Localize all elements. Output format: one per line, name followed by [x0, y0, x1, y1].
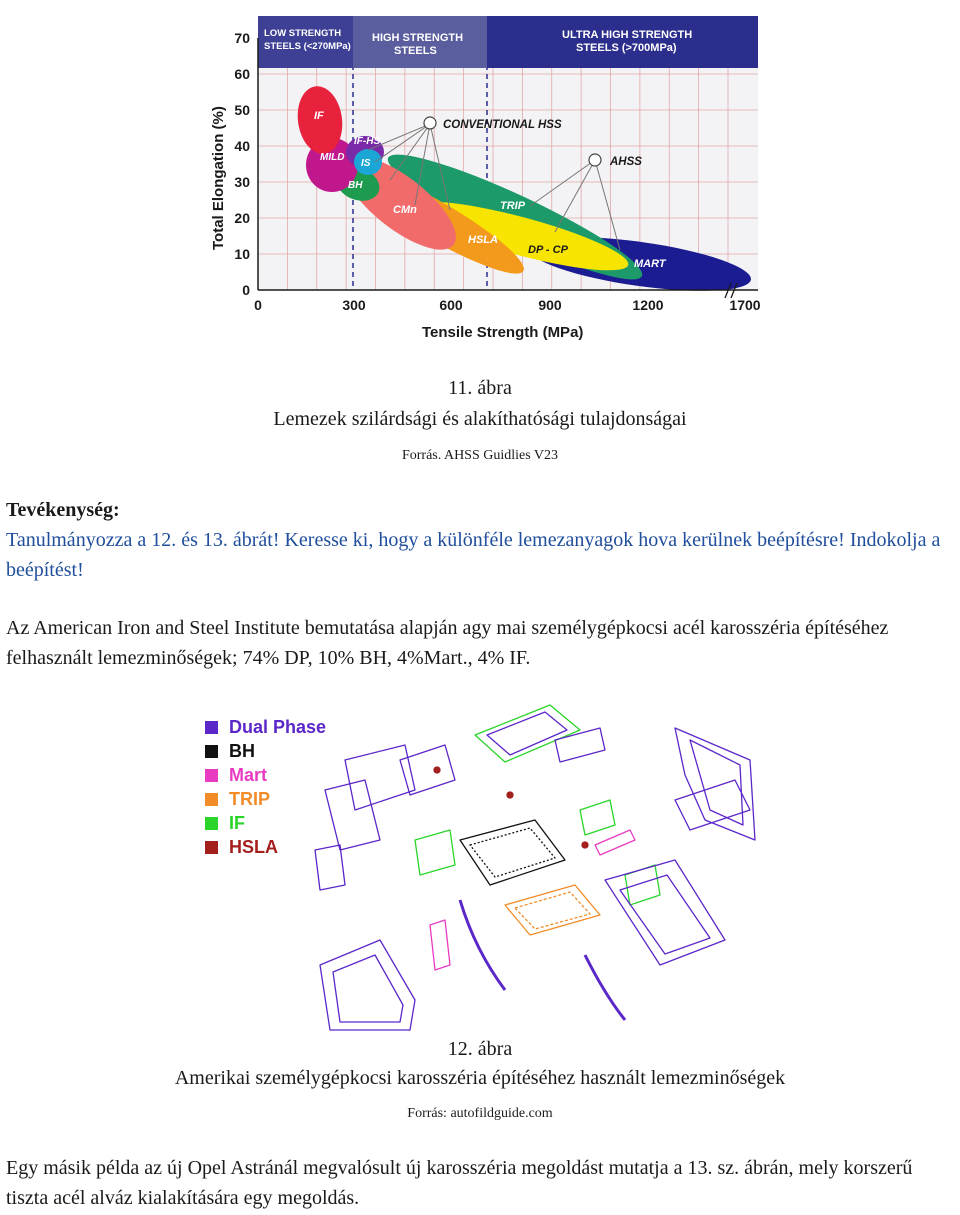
part-mart-beam-2 [595, 830, 635, 855]
figure12-caption-title: Amerikai személygépkocsi karosszéria építéséhez használt lemezminőségek [174, 1067, 786, 1089]
legend-label: Dual Phase [229, 716, 327, 737]
strength-elongation-chart [200, 10, 780, 350]
part-green-member-1 [415, 830, 455, 875]
y-tick-label: 0 [242, 282, 250, 298]
x-tick-label: 600 [439, 297, 463, 313]
figure12-caption-source: Forrás: autofildguide.com [407, 1106, 553, 1121]
part-hsla-bracket-2 [582, 842, 588, 848]
region-label-mild: MILD [320, 152, 345, 163]
part-rear-floor-ribs [515, 892, 590, 929]
legend-swatch [205, 841, 218, 854]
x-tick-label: 1200 [632, 297, 664, 313]
y-tick-label: 30 [234, 174, 250, 190]
region-label-cmn: CMn [393, 204, 417, 216]
part-front-rail-right [400, 745, 455, 795]
x-tick-label: 300 [342, 297, 366, 313]
part-left-side-inner [333, 955, 403, 1022]
y-tick-label: 70 [234, 30, 250, 46]
part-mart-beam-1 [430, 920, 450, 970]
band-low-label-2: STEELS (<270MPa) [264, 41, 351, 52]
activity-heading: Tevékenység: [6, 499, 120, 521]
callout-marker-ahss [589, 154, 601, 166]
part-roof-panel [487, 712, 567, 755]
part-cowl [555, 728, 605, 762]
legend-label: HSLA [229, 836, 278, 857]
figure11-caption-number: 11. ábra [448, 377, 512, 399]
part-left-rocker [460, 900, 505, 990]
x-tick-label: 900 [538, 297, 562, 313]
y-tick-label: 50 [234, 102, 250, 118]
part-green-member-2 [580, 800, 615, 835]
band-low-label-1: LOW STRENGTH [264, 28, 342, 39]
x-axis-title: Tensile Strength (MPa) [422, 324, 584, 341]
y-tick-label: 10 [234, 246, 250, 262]
legend-swatch [205, 817, 218, 830]
region-label-is: IS [361, 158, 371, 169]
region-label-trip: TRIP [500, 200, 526, 212]
part-floor-ribs [470, 828, 555, 877]
figure12-caption-number: 12. ábra [447, 1038, 513, 1060]
callout-conventional-hss: CONVENTIONAL HSS [443, 119, 562, 131]
band-ultra-label-2: STEELS (>700MPa) [576, 42, 677, 54]
legend-swatch [205, 721, 218, 734]
y-tick-label: 60 [234, 66, 250, 82]
figure12-legend [205, 715, 326, 859]
figure11-caption-title: Lemezek szilárdsági és alakíthatósági tulajdonságai [273, 408, 687, 430]
callout-marker-conventional [424, 117, 436, 129]
x-tick-label: 0 [254, 297, 262, 313]
legend-item-mart [205, 763, 326, 787]
region-label-mart: MART [634, 258, 666, 270]
part-right-side-inner [620, 875, 710, 954]
part-right-rocker [585, 955, 625, 1020]
paragraph-opel-astra: Egy másik példa az új Opel Astránál megvalósult új karosszéria megoldást mutatja a 13. sz. ábrán, mely korszerű tiszta acél alváz kialakítására egy megoldás. [6, 1157, 913, 1209]
legend-label: TRIP [229, 788, 271, 809]
part-floor-pan [460, 820, 565, 885]
legend-item-bh [205, 739, 326, 763]
legend-swatch [205, 793, 218, 806]
band-high-label-2: STEELS [394, 45, 437, 57]
y-axis-title: Total Elongation (%) [210, 106, 227, 250]
band-ultra-label-1: ULTRA HIGH STRENGTH [562, 29, 693, 41]
region-label-if: IF [314, 110, 324, 122]
part-hsla-bracket-3 [507, 792, 513, 798]
legend-item-trip [205, 787, 326, 811]
legend-item-dual-phase [205, 715, 326, 739]
x-tick-label: 1700 [729, 297, 761, 313]
band-high-label-1: HIGH STRENGTH [372, 32, 464, 44]
legend-swatch [205, 769, 218, 782]
y-tick-label: 20 [234, 210, 250, 226]
legend-label: Mart [229, 764, 268, 785]
part-green-member-3 [625, 865, 660, 905]
figure11-caption-source: Forrás. AHSS Guidlies V23 [401, 448, 559, 463]
legend-item-hsla [205, 835, 326, 859]
part-front-apron [325, 780, 380, 850]
paragraph-steel-grades: Az American Iron and Steel Institute bemutatása alapján agy mai személygépkocsi acél karosszéria építéséhez felhasznált lemezminőségek; 74% DP, 10% BH, 4%Mart., 4% IF. [6, 617, 889, 669]
y-tick-label: 40 [234, 138, 250, 154]
region-label-bh: BH [348, 180, 363, 191]
region-label-hsla: HSLA [468, 234, 498, 246]
legend-label: IF [229, 812, 245, 833]
region-label-dp-cp: DP - CP [528, 244, 568, 256]
part-right-door-inner [690, 740, 743, 825]
activity-block [6, 495, 956, 585]
part-hsla-bracket-1 [434, 767, 440, 773]
activity-text: Tanulmányozza a 12. és 13. ábrát! Keresse ki, hogy a különféle lemezanyagok hova kerülnek beépítésre! Indokolja a beépítést! [6, 529, 941, 581]
legend-swatch [205, 745, 218, 758]
legend-label: BH [229, 740, 255, 761]
legend-item-if [205, 811, 326, 835]
callout-ahss: AHSS [610, 156, 642, 168]
region-label-if-hs: IF-HS [354, 136, 381, 147]
